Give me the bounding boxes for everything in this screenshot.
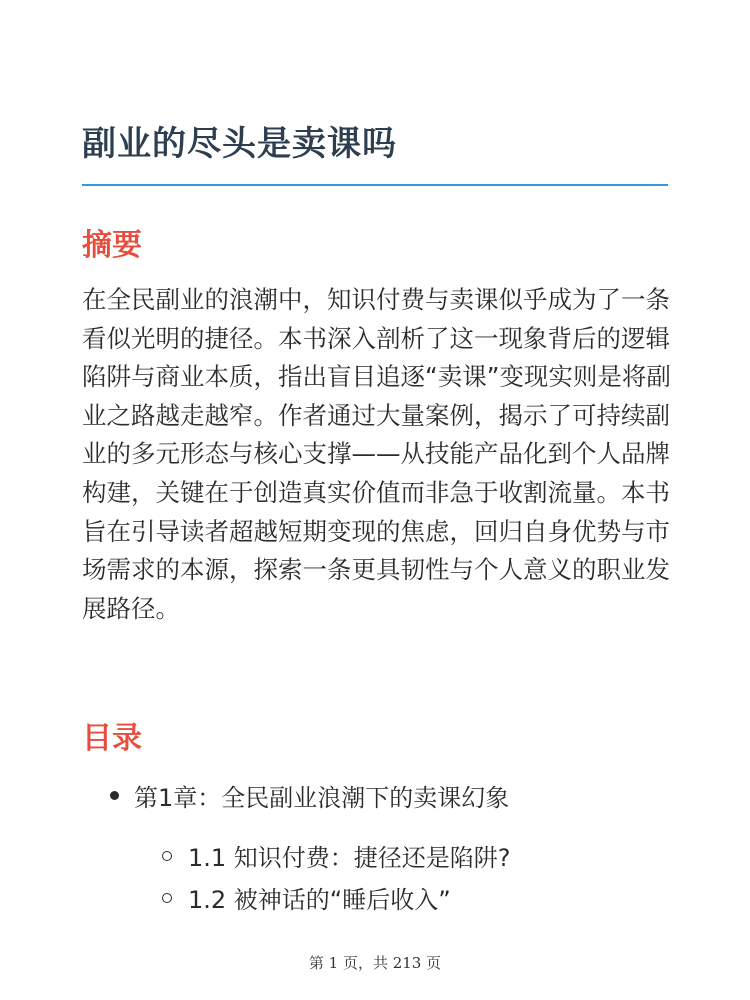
toc-section-1-2[interactable] — [162, 880, 451, 915]
toc-chapter-1[interactable] — [110, 778, 509, 813]
toc-section-1-1[interactable] — [162, 838, 511, 873]
document-title: 副业的尽头是卖课吗 — [82, 124, 397, 164]
summary-heading: 摘要 — [82, 228, 142, 263]
toc-section-label: 1.1 知识付费：捷径还是陷阱? — [188, 844, 511, 872]
bullet-disc-icon — [110, 791, 119, 800]
summary-paragraph: 在全民副业的浪潮中，知识付费与卖课似乎成为了一条看似光明的捷径。本书深入剖析了这一现象背后的逻辑陷阱与商业本质，指出盲目追逐“卖课”变现实则是将副业之路越走越窄。作者通过大量案例，揭示了可持续副业的多元形态与核心支撑——从技能产品化到个人品牌构建，关键在于创造真实价值而非急于收割流量。本书旨在引导读者超越短期变现的焦虑，回归自身优势与市场需求的本源，探索一条更具韧性与个人意义的职业发展路径。 — [82, 285, 671, 623]
toc-chapter-label: 第1章：全民副业浪潮下的卖课幻象 — [134, 784, 510, 812]
page-number-footer: 第 1 页，共 213 页 — [308, 954, 442, 972]
toc-heading: 目录 — [82, 721, 142, 756]
bullet-circle-icon — [162, 893, 172, 903]
toc-section-label: 1.2 被神话的“睡后收入” — [188, 886, 451, 914]
bullet-circle-icon — [162, 851, 172, 861]
title-divider — [82, 184, 668, 186]
